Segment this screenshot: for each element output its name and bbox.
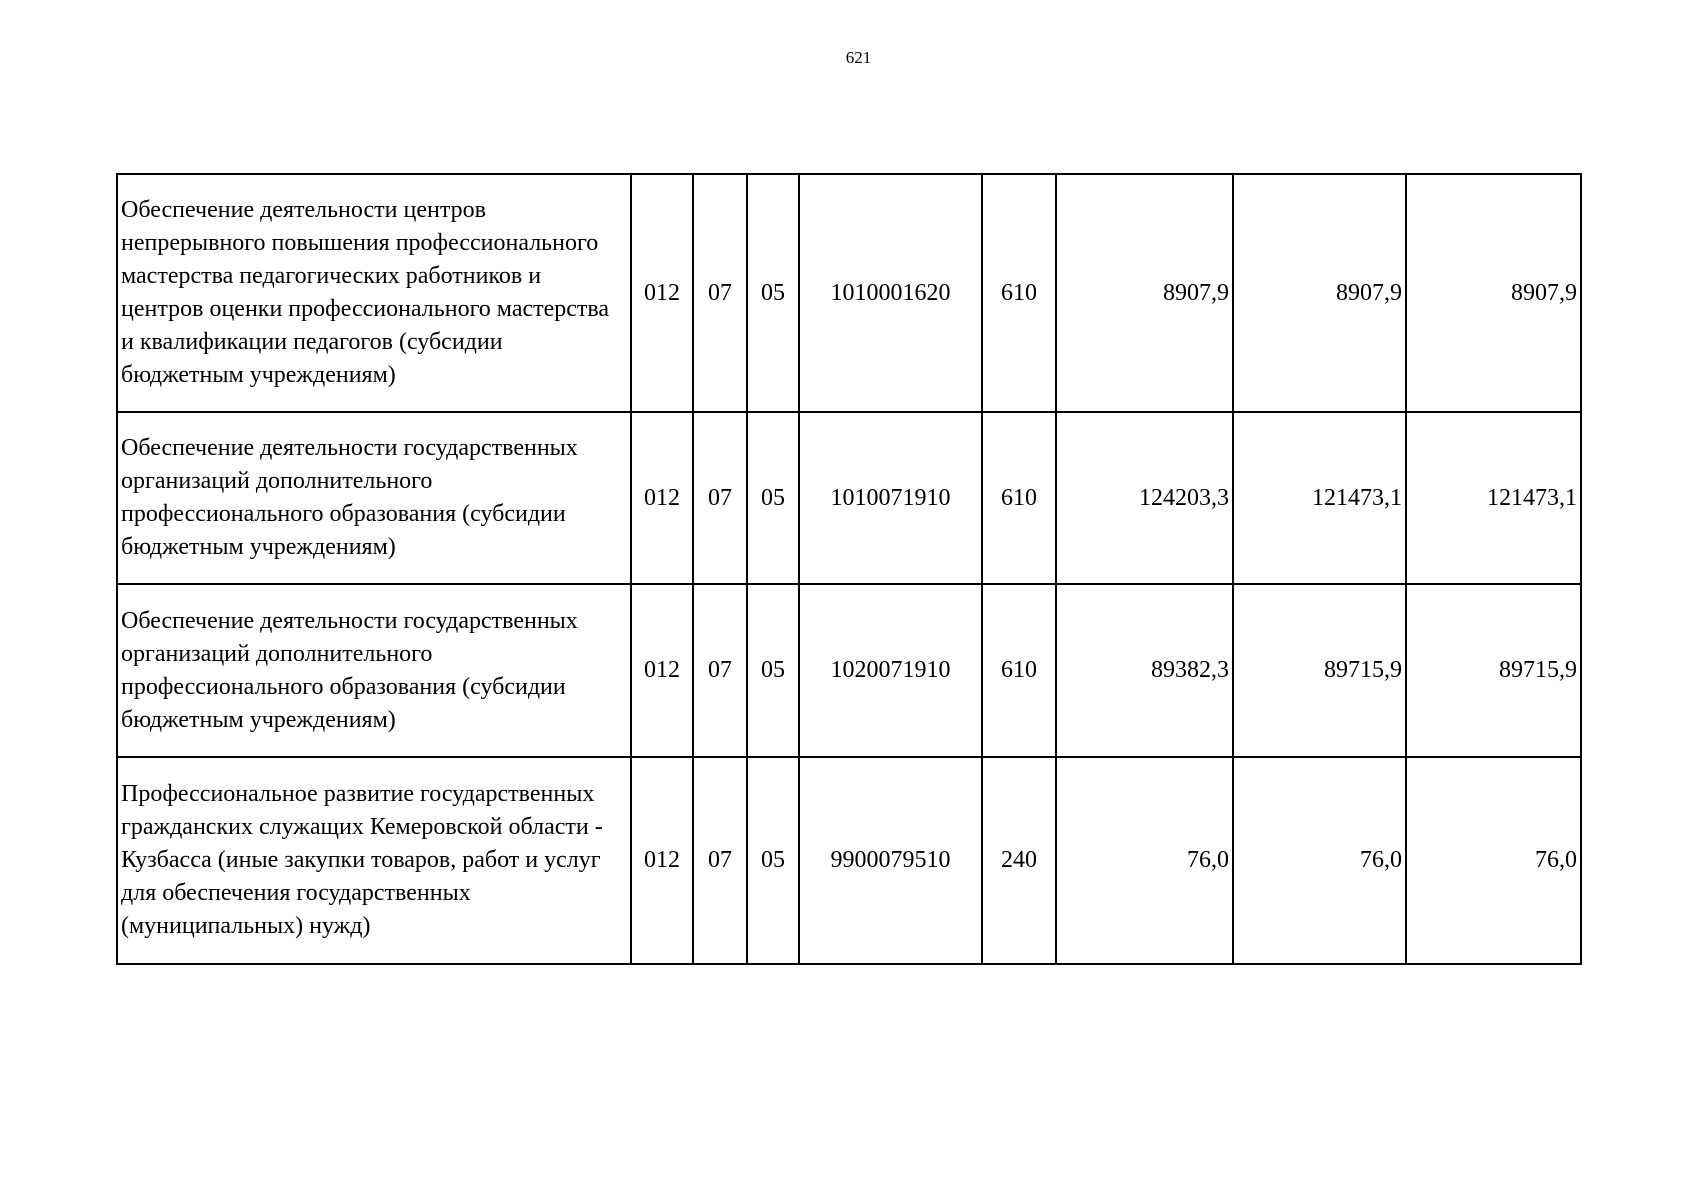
- ministry-code-cell: 012: [631, 584, 693, 757]
- amount-3-cell: 121473,1: [1406, 412, 1581, 584]
- target-article-cell: 9900079510: [799, 757, 982, 964]
- ministry-code-cell: 012: [631, 757, 693, 964]
- target-article-cell: 1010001620: [799, 174, 982, 412]
- target-article-cell: 1020071910: [799, 584, 982, 757]
- target-article-cell: 1010071910: [799, 412, 982, 584]
- table-row: [117, 757, 1581, 964]
- table-row: [117, 174, 1581, 412]
- amount-2-cell: 8907,9: [1233, 174, 1406, 412]
- amount-1-cell: 89382,3: [1056, 584, 1233, 757]
- ministry-code-cell: 012: [631, 412, 693, 584]
- section-code-cell: 07: [693, 412, 747, 584]
- row-name-cell: Обеспечение деятельности государственных организаций дополнительного профессионального образования (субсидии бюджетным учреждениям): [117, 412, 631, 584]
- section-code-cell: 07: [693, 174, 747, 412]
- expense-type-cell: 610: [982, 584, 1056, 757]
- row-name-cell: Профессиональное развитие государственных гражданских служащих Кемеровской области - Кузбасса (иные закупки товаров, работ и услуг для обеспечения государственных (муниципальных) нужд): [117, 757, 631, 964]
- page-number: 621: [845, 48, 872, 67]
- expense-type-cell: 610: [982, 412, 1056, 584]
- subsection-code-cell: 05: [747, 412, 799, 584]
- amount-3-cell: 89715,9: [1406, 584, 1581, 757]
- amount-1-cell: 76,0: [1056, 757, 1233, 964]
- subsection-code-cell: 05: [747, 174, 799, 412]
- amount-2-cell: 89715,9: [1233, 584, 1406, 757]
- subsection-code-cell: 05: [747, 757, 799, 964]
- amount-2-cell: 121473,1: [1233, 412, 1406, 584]
- expense-type-cell: 240: [982, 757, 1056, 964]
- amount-3-cell: 76,0: [1406, 757, 1581, 964]
- expense-type-cell: 610: [982, 174, 1056, 412]
- amount-2-cell: 76,0: [1233, 757, 1406, 964]
- section-code-cell: 07: [693, 757, 747, 964]
- section-code-cell: 07: [693, 584, 747, 757]
- row-name-cell: Обеспечение деятельности центров непрерывного повышения профессионального мастерства педагогических работников и центров оценки профессионального мастерства и квалификации педагогов (субсидии бюджетным учреждениям): [117, 174, 631, 412]
- table-row: [117, 584, 1581, 757]
- subsection-code-cell: 05: [747, 584, 799, 757]
- amount-3-cell: 8907,9: [1406, 174, 1581, 412]
- amount-1-cell: 124203,3: [1056, 412, 1233, 584]
- row-name-cell: Обеспечение деятельности государственных организаций дополнительного профессионального образования (субсидии бюджетным учреждениям): [117, 584, 631, 757]
- budget-table: [116, 173, 1582, 965]
- ministry-code-cell: 012: [631, 174, 693, 412]
- table-row: [117, 412, 1581, 584]
- amount-1-cell: 8907,9: [1056, 174, 1233, 412]
